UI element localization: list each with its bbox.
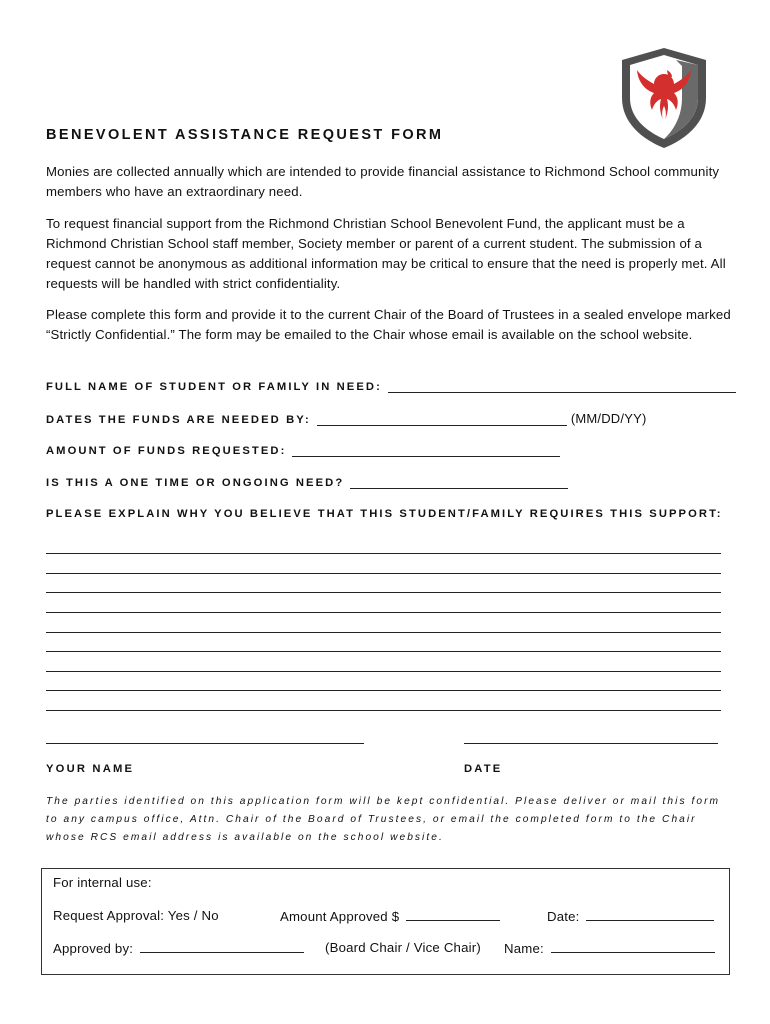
dates-label: DATES THE FUNDS ARE NEEDED BY:: [46, 414, 311, 426]
internal-date-label: Date:: [547, 909, 580, 924]
dates-row: [46, 411, 646, 426]
confidentiality-note: The parties identified on this application form will be kept confidential. Please deliver or mail this form to any campus office, Attn. Chair of the Board of Trustees, or email the completed form to the Chair whose RCS email address is available on the school website.: [46, 796, 721, 843]
instructions-paragraph: Please complete this form and provide it to the current Chair of the Board of Trustees in a sealed envelope marked “Strictly Confidential.” The form may be emailed to the Chair whose email is available on the school website.: [46, 307, 731, 342]
explain-line: [46, 710, 721, 711]
internal-date-row: [547, 908, 714, 924]
full-name-row: [46, 380, 736, 393]
full-name-label: FULL NAME OF STUDENT OR FAMILY IN NEED:: [46, 381, 382, 393]
explain-textarea[interactable]: [46, 540, 721, 720]
internal-name-row: [504, 940, 715, 956]
board-chair-label: (Board Chair / Vice Chair): [325, 940, 481, 955]
dates-field[interactable]: [317, 413, 567, 426]
full-name-field[interactable]: [388, 380, 736, 393]
explain-line: [46, 553, 721, 554]
internal-date-field[interactable]: [586, 908, 714, 921]
approved-by-row: [53, 940, 304, 956]
explain-line: [46, 573, 721, 574]
school-crest-logo: [614, 46, 714, 150]
internal-use-box: [41, 868, 730, 975]
explain-line: [46, 612, 721, 613]
need-type-field[interactable]: [350, 476, 568, 489]
explain-row: [46, 508, 723, 520]
amount-row: [46, 444, 560, 457]
explain-line: [46, 632, 721, 633]
date-caption: DATE: [464, 763, 503, 775]
need-type-label: IS THIS A ONE TIME OR ONGOING NEED?: [46, 477, 345, 489]
request-approval-label: Request Approval: Yes / No: [53, 908, 219, 923]
amount-field[interactable]: [292, 444, 560, 457]
your-name-field[interactable]: [46, 743, 364, 744]
amount-approved-row: [280, 908, 500, 924]
need-type-row: [46, 476, 568, 489]
explain-line: [46, 592, 721, 593]
dates-format-hint: (MM/DD/YY): [570, 411, 647, 426]
date-field[interactable]: [464, 743, 718, 744]
form-title: BENEVOLENT ASSISTANCE REQUEST FORM: [46, 127, 444, 143]
intro-paragraph: Monies are collected annually which are intended to provide financial assistance to Richmond School community members who have an extraordinary need.: [46, 164, 720, 199]
amount-approved-field[interactable]: [406, 908, 500, 921]
eligibility-paragraph: To request financial support from the Richmond Christian School Benevolent Fund, the applicant must be a Richmond Christian School staff member, Society member or parent of a current student. The submission of a request cannot be anonymous as additional information may be critical to ensure that the need is properly met. All requests will be handled with strict confidentiality.: [46, 216, 726, 291]
approved-by-label: Approved by:: [53, 941, 134, 956]
amount-label: AMOUNT OF FUNDS REQUESTED:: [46, 445, 287, 457]
explain-line: [46, 690, 721, 691]
explain-label: PLEASE EXPLAIN WHY YOU BELIEVE THAT THIS STUDENT/FAMILY REQUIRES THIS SUPPORT:: [46, 508, 723, 520]
amount-approved-label: Amount Approved $: [280, 909, 400, 924]
approved-by-field[interactable]: [140, 940, 304, 953]
internal-name-field[interactable]: [551, 940, 715, 953]
explain-line: [46, 651, 721, 652]
your-name-caption: YOUR NAME: [46, 763, 135, 775]
internal-use-heading: For internal use:: [53, 875, 152, 890]
explain-line: [46, 671, 721, 672]
internal-name-label: Name:: [504, 941, 544, 956]
